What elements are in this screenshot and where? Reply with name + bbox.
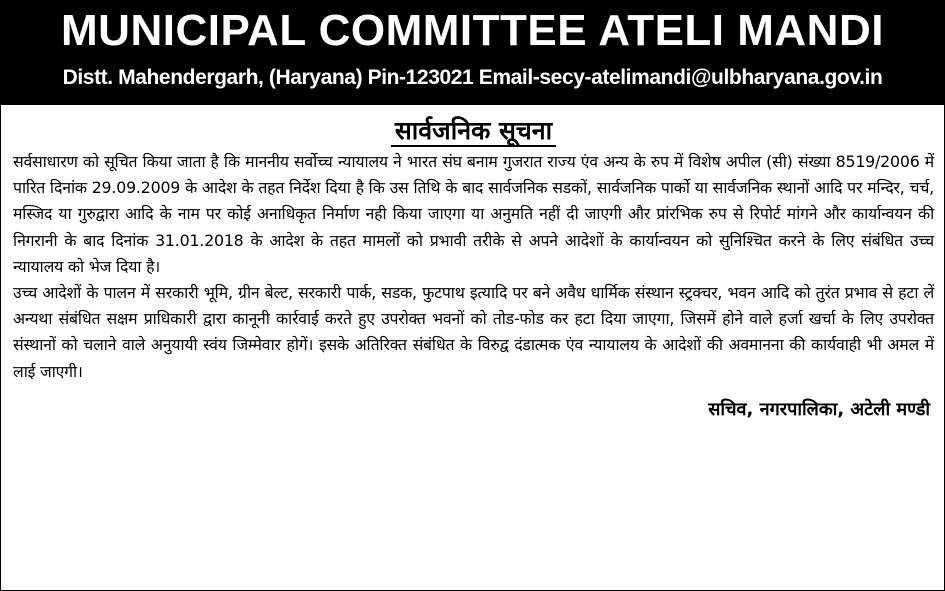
notice-paragraph-1: सर्वसाधारण को सूचित किया जाता है कि माननीय सर्वोच्च न्यायालय ने भारत संघ बनाम गुजरात राज्य एंव अन्य के रुप में विशेष अपील (सी) संख्या 8519/2006 में पारित दिनांक 29.09.2009 के आदेश के तहत निर्देश दिया है कि उस तिथि के बाद सार्वजनिक सडकों, सार्वजनिक पार्को या सार्वजनिक स्थानों आदि पर मन्दिर, चर्च, मस्जिद या गुरुद्वारा आदि के नाम पर कोई अनाधिकृत निर्माण नही किया जाएगा या अनुमति नहीं दी जाएगी और प्रांरभिक रुप से रिपोर्ट मांगने और कार्यान्वयन की निगरानी के बाद दिनांक 31.01.2018 के आदेश के तहत मामलों को प्रभावी तरीके से अपने आदेशों के कार्यान्वयन को सुनिश्चित करने के लिए संबंधित उच्च न्यायालय को भेज दिया है। [13, 152, 934, 276]
notice-body [1, 105, 944, 425]
notice-heading [13, 113, 934, 149]
committee-title: MUNICIPAL COMMITTEE ATELI MANDI [61, 6, 884, 55]
notice-signature: सचिव, नगरपालिका, अटेली मण्डी [708, 398, 930, 420]
notice-heading-text: सार्वजनिक सूचना [391, 116, 556, 147]
committee-address: Distt. Mahendergarh, (Haryana) Pin-123021 Email-secy-atelimandi@ulbharyana.gov.in [62, 66, 883, 89]
notice-header [1, 1, 944, 105]
notice-paragraph-2: उच्च आदेशों के पालन में सरकारी भूमि, ग्रीन बेल्ट, सरकारी पार्क, सडक, फुटपाथ इत्यादि पर बने अवैध धार्मिक संस्थान स्ट्रक्चर, भवन आदि को तुरंत प्रभाव से हटा लें अन्यथा संबंधित सक्षम प्राधिकारी द्वारा कानूनी कार्रवाई करते हुए उपरोक्त भवनों को तोड-फोड कर हटा दिया जाएगा, जिसमें होने वाले हर्जा खर्चा के लिए उपरोक्त संस्थानों को चलाने वाले अनुयायी स्वंय जिम्मेवार होगें। इसके अतिरिक्त संबंधित के विरुद्व दंडात्मक एंव न्यायालय के आदेशों की अवमानना की कार्यवाही भी अमल में लाई जाएगी। [13, 283, 934, 381]
